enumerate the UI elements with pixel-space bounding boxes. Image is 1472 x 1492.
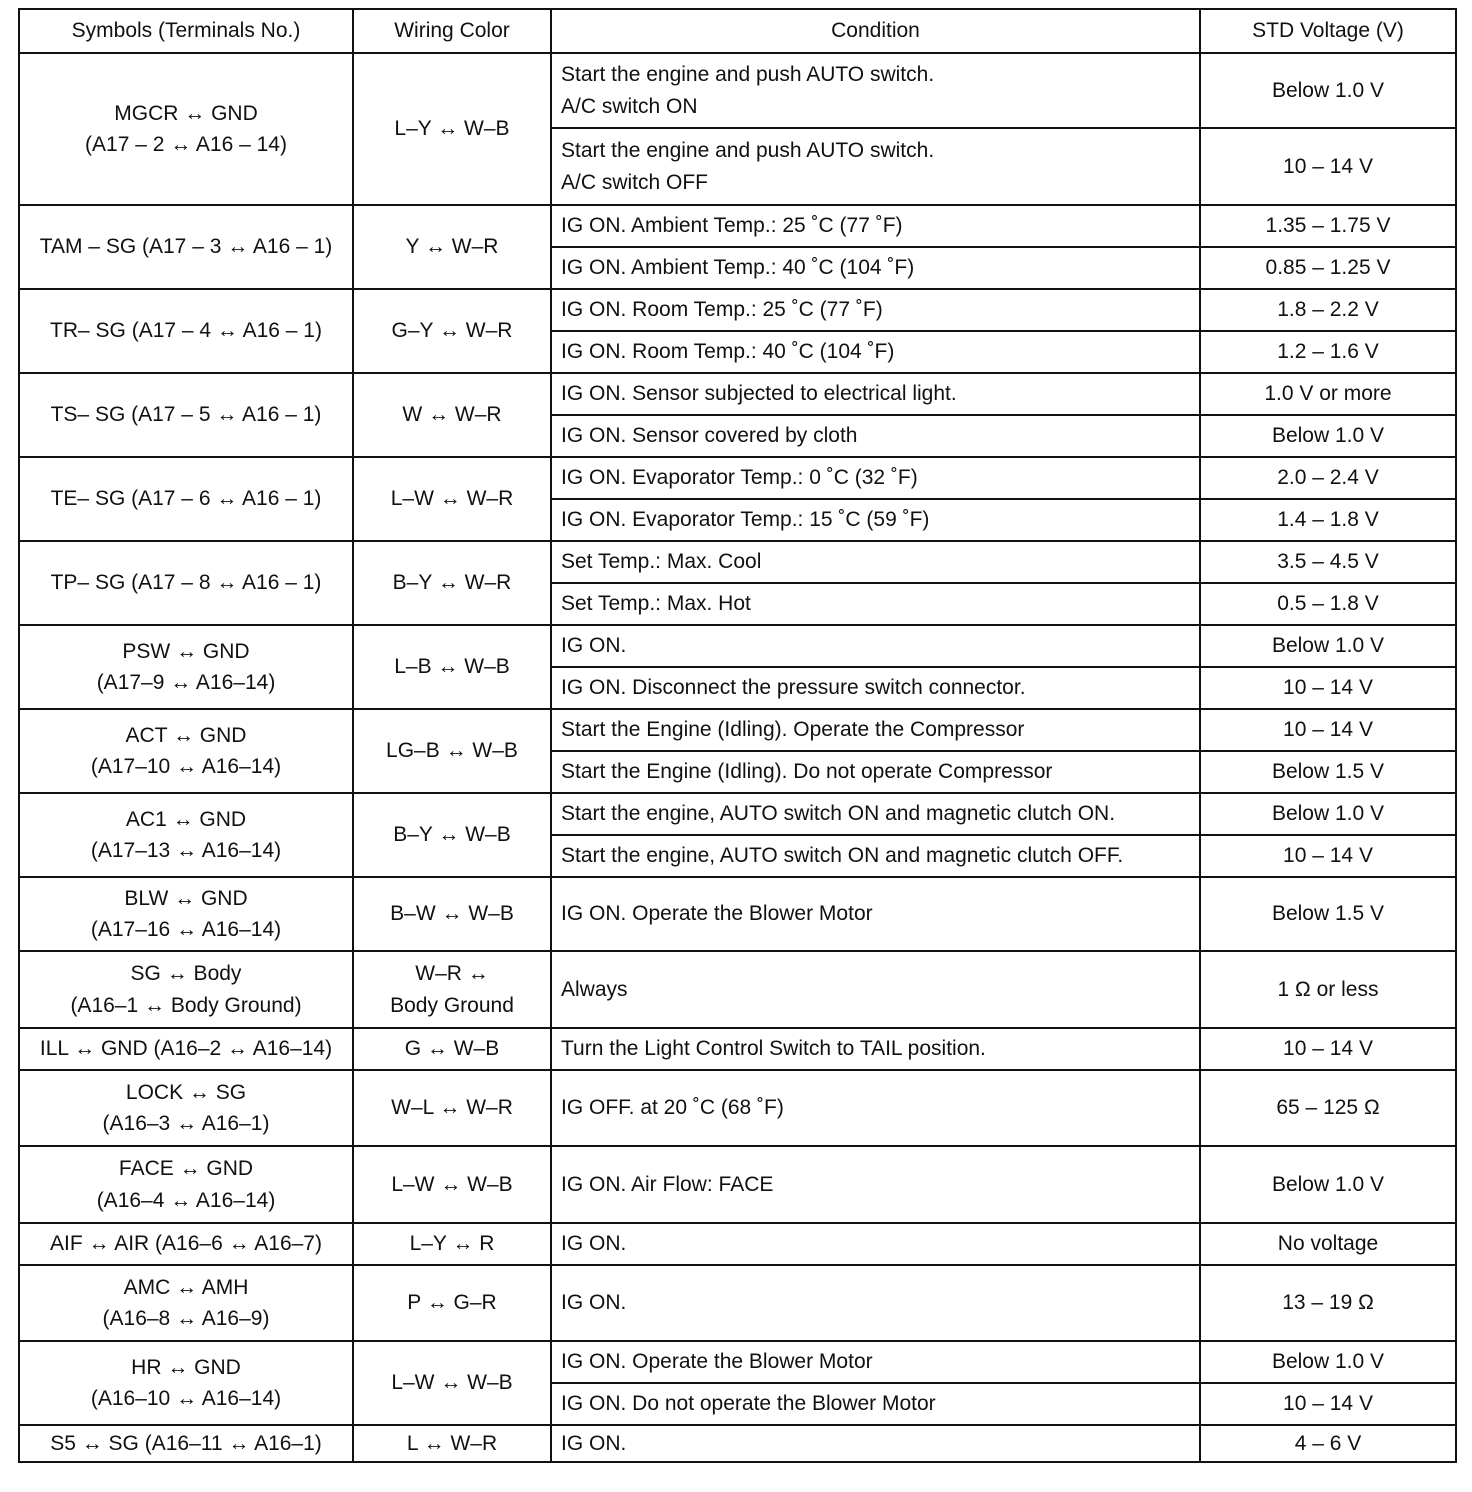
cell-line: Start the engine, AUTO switch ON and magnetic clutch OFF.: [561, 844, 1124, 868]
cell-line: IG ON.: [561, 634, 627, 658]
header-row: [19, 9, 1456, 53]
wiring-color-cell: [353, 709, 551, 793]
wiring-color-cell: [353, 793, 551, 877]
cell-line: L–Y ↔ R: [409, 1232, 495, 1256]
cell-line: B–Y ↔ W–R: [392, 571, 512, 595]
cell-line: (A16–10 ↔ A16–14): [90, 1387, 282, 1410]
condition-cell: [551, 793, 1200, 835]
condition-cell: [551, 247, 1200, 289]
condition-cell: [551, 835, 1200, 877]
cell-line: L ↔ W–R: [406, 1431, 498, 1455]
cell-line: (A17 – 2 ↔ A16 – 14): [85, 133, 287, 156]
cell-line: Start the engine and push AUTO switch.: [561, 139, 935, 162]
std-voltage-cell: Below 1.0 V: [1200, 53, 1456, 128]
condition-cell: [551, 1146, 1200, 1223]
cell-line: IG ON. Ambient Temp.: 40 ˚C (104 ˚F): [561, 256, 915, 280]
std-voltage-cell: 10 – 14 V: [1200, 1383, 1456, 1425]
std-voltage-cell: No voltage: [1200, 1223, 1456, 1265]
symbol-cell: [19, 877, 353, 951]
wiring-color-cell: [353, 951, 551, 1028]
cell-line: IG ON.: [561, 1232, 627, 1256]
wiring-color-cell: [353, 205, 551, 289]
wiring-color-cell: [353, 1425, 551, 1462]
condition-cell: [551, 205, 1200, 247]
cell-line: LG–B ↔ W–B: [386, 739, 518, 763]
cell-line: TAM – SG (A17 – 3 ↔ A16 – 1): [39, 235, 333, 259]
cell-line: Always: [561, 977, 628, 1001]
wiring-color-cell: [353, 1265, 551, 1341]
std-voltage-cell: Below 1.0 V: [1200, 415, 1456, 457]
cell-line: Set Temp.: Max. Hot: [561, 592, 751, 616]
cell-line: AMC ↔ AMH: [123, 1275, 249, 1299]
cell-line: (A16–8 ↔ A16–9): [102, 1307, 270, 1330]
table-row: [19, 625, 1456, 667]
table-row: [19, 877, 1456, 951]
std-voltage-cell: Below 1.0 V: [1200, 625, 1456, 667]
cell-line: Body Ground: [390, 993, 514, 1017]
cell-line: IG ON. Disconnect the pressure switch connector.: [561, 676, 1026, 700]
condition-cell: [551, 877, 1200, 951]
condition-cell: [551, 289, 1200, 331]
std-voltage-cell: 10 – 14 V: [1200, 709, 1456, 751]
condition-cell: [551, 1425, 1200, 1462]
condition-cell: [551, 1265, 1200, 1341]
std-voltage-cell: 1.0 V or more: [1200, 373, 1456, 415]
cell-line: IG ON. Operate the Blower Motor: [561, 902, 873, 926]
condition-cell: [551, 1223, 1200, 1265]
table-row: [19, 709, 1456, 751]
std-voltage-cell: 0.5 – 1.8 V: [1200, 583, 1456, 625]
cell-line: IG ON. Room Temp.: 25 ˚C (77 ˚F): [561, 298, 883, 322]
condition-cell: [551, 331, 1200, 373]
cell-line: IG ON. Sensor subjected to electrical light.: [561, 382, 957, 406]
cell-line: L–W ↔ W–B: [391, 1172, 513, 1196]
std-voltage-cell: 10 – 14 V: [1200, 128, 1456, 205]
table-row: [19, 457, 1456, 499]
cell-line: L–W ↔ W–B: [391, 1371, 513, 1395]
symbol-cell: [19, 1425, 353, 1462]
wiring-color-cell: [353, 1028, 551, 1070]
wiring-color-cell: [353, 541, 551, 625]
table-body: [19, 53, 1456, 1462]
std-voltage-cell: 13 – 19 Ω: [1200, 1265, 1456, 1341]
condition-cell: [551, 128, 1200, 205]
cell-line: BLW ↔ GND: [124, 886, 248, 910]
cell-line: IG ON.: [561, 1431, 627, 1455]
cell-line: ILL ↔ GND (A16–2 ↔ A16–14): [39, 1037, 333, 1061]
wiring-color-cell: [353, 877, 551, 951]
condition-cell: [551, 541, 1200, 583]
cell-line: W–L ↔ W–R: [391, 1096, 513, 1120]
cell-line: TR– SG (A17 – 4 ↔ A16 – 1): [50, 319, 322, 343]
condition-cell: [551, 1341, 1200, 1383]
cell-line: P ↔ G–R: [407, 1291, 497, 1315]
cell-line: Start the engine and push AUTO switch.: [561, 63, 935, 86]
cell-line: TS– SG (A17 – 5 ↔ A16 – 1): [50, 403, 322, 427]
wiring-color-cell: [353, 1070, 551, 1146]
cell-line: TP– SG (A17 – 8 ↔ A16 – 1): [50, 571, 322, 595]
condition-cell: [551, 1028, 1200, 1070]
std-voltage-cell: Below 1.5 V: [1200, 751, 1456, 793]
table-row: [19, 53, 1456, 128]
std-voltage-cell: Below 1.0 V: [1200, 1341, 1456, 1383]
cell-line: AC1 ↔ GND: [125, 807, 247, 831]
condition-cell: [551, 625, 1200, 667]
std-voltage-cell: Below 1.0 V: [1200, 1146, 1456, 1223]
symbol-cell: [19, 1223, 353, 1265]
std-voltage-cell: 3.5 – 4.5 V: [1200, 541, 1456, 583]
cell-line: HR ↔ GND: [131, 1355, 241, 1379]
cell-line: IG OFF. at 20 ˚C (68 ˚F): [561, 1096, 784, 1120]
table-row: [19, 1028, 1456, 1070]
cell-line: IG ON. Air Flow: FACE: [561, 1172, 774, 1196]
cell-line: A/C switch ON: [561, 94, 698, 118]
condition-cell: [551, 751, 1200, 793]
condition-cell: [551, 709, 1200, 751]
std-voltage-cell: 10 – 14 V: [1200, 1028, 1456, 1070]
std-voltage-cell: 1.8 – 2.2 V: [1200, 289, 1456, 331]
std-voltage-cell: Below 1.5 V: [1200, 877, 1456, 951]
symbol-cell: [19, 289, 353, 373]
wiring-color-cell: [353, 457, 551, 541]
condition-cell: [551, 373, 1200, 415]
table-row: [19, 373, 1456, 415]
cell-line: TE– SG (A17 – 6 ↔ A16 – 1): [50, 487, 322, 511]
cell-line: Turn the Light Control Switch to TAIL position.: [561, 1037, 986, 1061]
table-row: [19, 1146, 1456, 1223]
cell-line: AIF ↔ AIR (A16–6 ↔ A16–7): [50, 1232, 322, 1256]
cell-line: IG ON. Sensor covered by cloth: [561, 424, 858, 448]
symbol-cell: [19, 793, 353, 877]
cell-line: LOCK ↔ SG: [125, 1080, 247, 1104]
table-row: [19, 1425, 1456, 1462]
cell-line: IG ON. Do not operate the Blower Motor: [561, 1392, 936, 1416]
condition-cell: [551, 53, 1200, 128]
cell-line: SG ↔ Body: [130, 962, 242, 985]
header-std-voltage: STD Voltage (V): [1200, 9, 1456, 53]
cell-line: B–W ↔ W–B: [390, 902, 514, 926]
cell-line: IG ON. Room Temp.: 40 ˚C (104 ˚F): [561, 340, 895, 364]
cell-line: W ↔ W–R: [402, 403, 502, 427]
std-voltage-cell: Below 1.0 V: [1200, 793, 1456, 835]
wiring-color-cell: [353, 625, 551, 709]
cell-line: (A17–10 ↔ A16–14): [90, 755, 282, 778]
terminal-voltage-table: [18, 8, 1457, 1463]
symbol-cell: [19, 951, 353, 1028]
wiring-color-cell: [353, 373, 551, 457]
condition-cell: [551, 499, 1200, 541]
symbol-cell: [19, 1341, 353, 1425]
cell-line: Start the engine, AUTO switch ON and magnetic clutch ON.: [561, 802, 1116, 826]
cell-line: G ↔ W–B: [404, 1037, 500, 1061]
cell-line: IG ON.: [561, 1291, 627, 1315]
condition-cell: [551, 667, 1200, 709]
cell-line: L–Y ↔ W–B: [394, 117, 510, 141]
symbol-cell: [19, 205, 353, 289]
condition-cell: [551, 1383, 1200, 1425]
cell-line: FACE ↔ GND: [118, 1157, 254, 1180]
condition-cell: [551, 415, 1200, 457]
cell-line: ACT ↔ GND: [125, 723, 247, 747]
symbol-cell: [19, 1070, 353, 1146]
cell-line: Start the Engine (Idling). Do not operate Compressor: [561, 760, 1053, 784]
header-wiring-color: Wiring Color: [353, 9, 551, 53]
condition-cell: [551, 583, 1200, 625]
table-row: [19, 1223, 1456, 1265]
std-voltage-cell: 1.2 – 1.6 V: [1200, 331, 1456, 373]
header-condition: Condition: [551, 9, 1200, 53]
wiring-color-cell: [353, 1223, 551, 1265]
condition-cell: [551, 951, 1200, 1028]
symbol-cell: [19, 541, 353, 625]
cell-line: L–W ↔ W–R: [390, 487, 514, 511]
symbol-cell: [19, 1028, 353, 1070]
condition-cell: [551, 457, 1200, 499]
header-symbols: Symbols (Terminals No.): [19, 9, 353, 53]
cell-line: IG ON. Operate the Blower Motor: [561, 1350, 873, 1374]
table-row: [19, 793, 1456, 835]
cell-line: Set Temp.: Max. Cool: [561, 550, 762, 574]
cell-line: IG ON. Evaporator Temp.: 0 ˚C (32 ˚F): [561, 466, 918, 490]
cell-line: IG ON. Ambient Temp.: 25 ˚C (77 ˚F): [561, 214, 903, 238]
cell-line: (A17–13 ↔ A16–14): [90, 839, 282, 862]
symbol-cell: [19, 373, 353, 457]
table-row: [19, 1341, 1456, 1383]
cell-line: (A16–1 ↔ Body Ground): [70, 993, 302, 1017]
std-voltage-cell: 10 – 14 V: [1200, 667, 1456, 709]
std-voltage-cell: 1 Ω or less: [1200, 951, 1456, 1028]
cell-line: A/C switch OFF: [561, 170, 709, 194]
std-voltage-cell: 2.0 – 2.4 V: [1200, 457, 1456, 499]
wiring-color-cell: [353, 1146, 551, 1223]
cell-line: (A16–3 ↔ A16–1): [102, 1112, 270, 1135]
table-row: [19, 951, 1456, 1028]
cell-line: L–B ↔ W–B: [394, 655, 510, 679]
symbol-cell: [19, 709, 353, 793]
table-row: [19, 1265, 1456, 1341]
std-voltage-cell: 65 – 125 Ω: [1200, 1070, 1456, 1146]
cell-line: MGCR ↔ GND: [114, 101, 258, 125]
cell-line: S5 ↔ SG (A16–11 ↔ A16–1): [50, 1431, 322, 1455]
cell-line: IG ON. Evaporator Temp.: 15 ˚C (59 ˚F): [561, 508, 930, 532]
std-voltage-cell: 4 – 6 V: [1200, 1425, 1456, 1462]
symbol-cell: [19, 625, 353, 709]
wiring-color-cell: [353, 53, 551, 205]
table-row: [19, 541, 1456, 583]
std-voltage-cell: 0.85 – 1.25 V: [1200, 247, 1456, 289]
cell-line: Y ↔ W–R: [405, 235, 499, 259]
cell-line: (A16–4 ↔ A16–14): [96, 1188, 276, 1212]
cell-line: Start the Engine (Idling). Operate the Compressor: [561, 718, 1025, 742]
std-voltage-cell: 1.35 – 1.75 V: [1200, 205, 1456, 247]
symbol-cell: [19, 1265, 353, 1341]
wiring-color-cell: [353, 289, 551, 373]
cell-line: (A17–9 ↔ A16–14): [96, 671, 276, 694]
symbol-cell: [19, 53, 353, 205]
table-row: [19, 205, 1456, 247]
std-voltage-cell: 10 – 14 V: [1200, 835, 1456, 877]
cell-line: W–R ↔: [415, 962, 489, 985]
cell-line: PSW ↔ GND: [122, 639, 250, 663]
condition-cell: [551, 1070, 1200, 1146]
cell-line: (A17–16 ↔ A16–14): [90, 918, 282, 941]
cell-line: B–Y ↔ W–B: [393, 823, 511, 847]
table-row: [19, 1070, 1456, 1146]
symbol-cell: [19, 457, 353, 541]
symbol-cell: [19, 1146, 353, 1223]
cell-line: G–Y ↔ W–R: [391, 319, 513, 343]
table-row: [19, 289, 1456, 331]
wiring-color-cell: [353, 1341, 551, 1425]
std-voltage-cell: 1.4 – 1.8 V: [1200, 499, 1456, 541]
